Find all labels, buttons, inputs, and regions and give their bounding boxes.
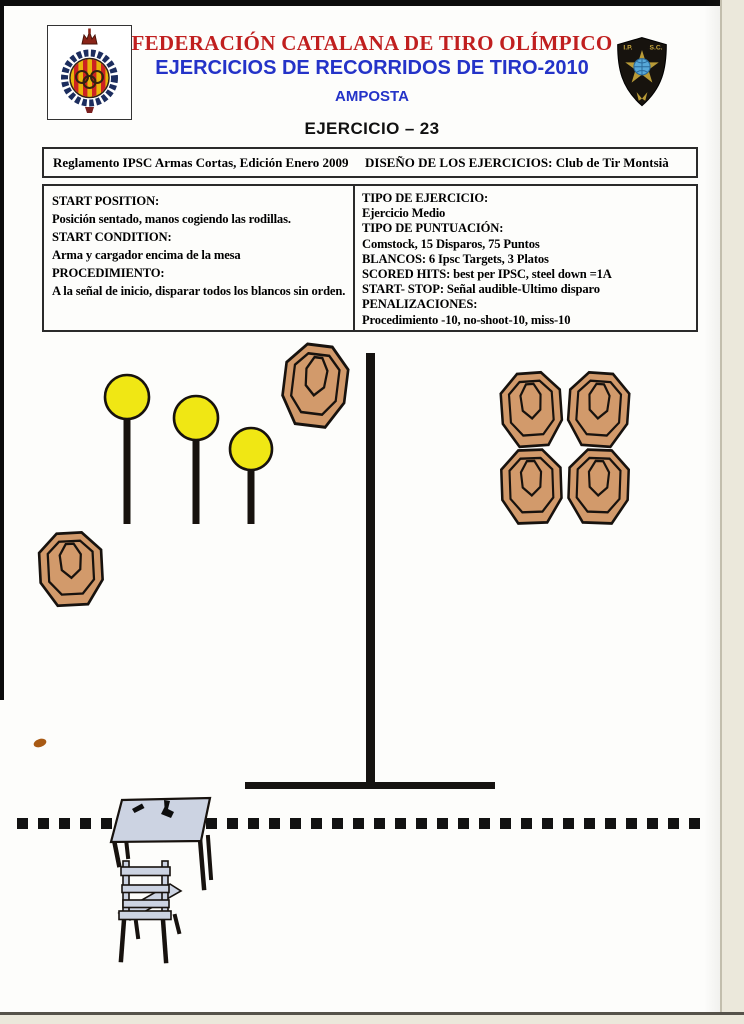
briefing-line: PROCEDIMIENTO:	[52, 266, 165, 280]
scoring-line: SCORED HITS: best per IPSC, steel down =1A	[362, 267, 612, 282]
ipsc-target	[499, 371, 563, 448]
scoring-line: Comstock, 15 Disparos, 75 Puntos	[362, 236, 540, 251]
ipsc-target	[501, 449, 563, 524]
shield-text-ip: I.P.	[623, 44, 633, 52]
ipsc-target	[568, 449, 630, 524]
scoring-line: TIPO DE PUNTUACIÓN:	[362, 221, 504, 236]
program-title: EJERCICIOS DE RECORRIDOS DE TIRO-2010	[155, 57, 589, 79]
ipsc-target	[38, 531, 104, 606]
briefing-line: Posición sentado, manos cogiendo las rodillas.	[52, 212, 291, 226]
steel-plate	[105, 375, 149, 419]
design-credit-text: DISEÑO DE LOS EJERCICIOS: Club de Tir Montsià	[365, 155, 669, 170]
ipsc-target	[279, 342, 350, 429]
scoring-line: PENALIZACIONES:	[362, 297, 478, 312]
chair	[119, 861, 181, 961]
steel-plate	[174, 396, 218, 440]
rules-edition-text: Reglamento IPSC Armas Cortas, Edición Enero 2009	[53, 155, 349, 170]
ipsc-target	[566, 371, 630, 448]
scan-smudge	[33, 737, 48, 749]
briefing-line: Arma y cargador encima de la mesa	[52, 248, 241, 262]
steel-plate	[230, 428, 272, 470]
briefing-line: START CONDITION:	[52, 230, 172, 244]
scoring-line: BLANCOS: 6 Ipsc Targets, 3 Platos	[362, 251, 549, 266]
scoring-line: TIPO DE EJERCICIO:	[362, 191, 489, 205]
briefing-line: START POSITION:	[52, 194, 160, 208]
briefing-line: A la señal de inicio, disparar todos los blancos sin orden.	[52, 284, 346, 298]
steel-plates-group	[105, 375, 272, 524]
scoring-line: Ejercicio Medio	[362, 206, 446, 221]
scoring-line: Procedimiento -10, no-shoot-10, miss-10	[362, 312, 571, 327]
location-title: AMPOSTA	[335, 88, 409, 105]
exercise-number-title: EJERCICIO – 23	[304, 119, 440, 138]
scoring-line: START- STOP: Señal audible-Ultimo disparo	[362, 282, 600, 297]
wall	[245, 353, 495, 789]
federation-title: FEDERACIÓN CATALANA DE TIRO OLÍMPICO	[131, 31, 613, 55]
shield-text-sc: S.C.	[649, 44, 663, 52]
